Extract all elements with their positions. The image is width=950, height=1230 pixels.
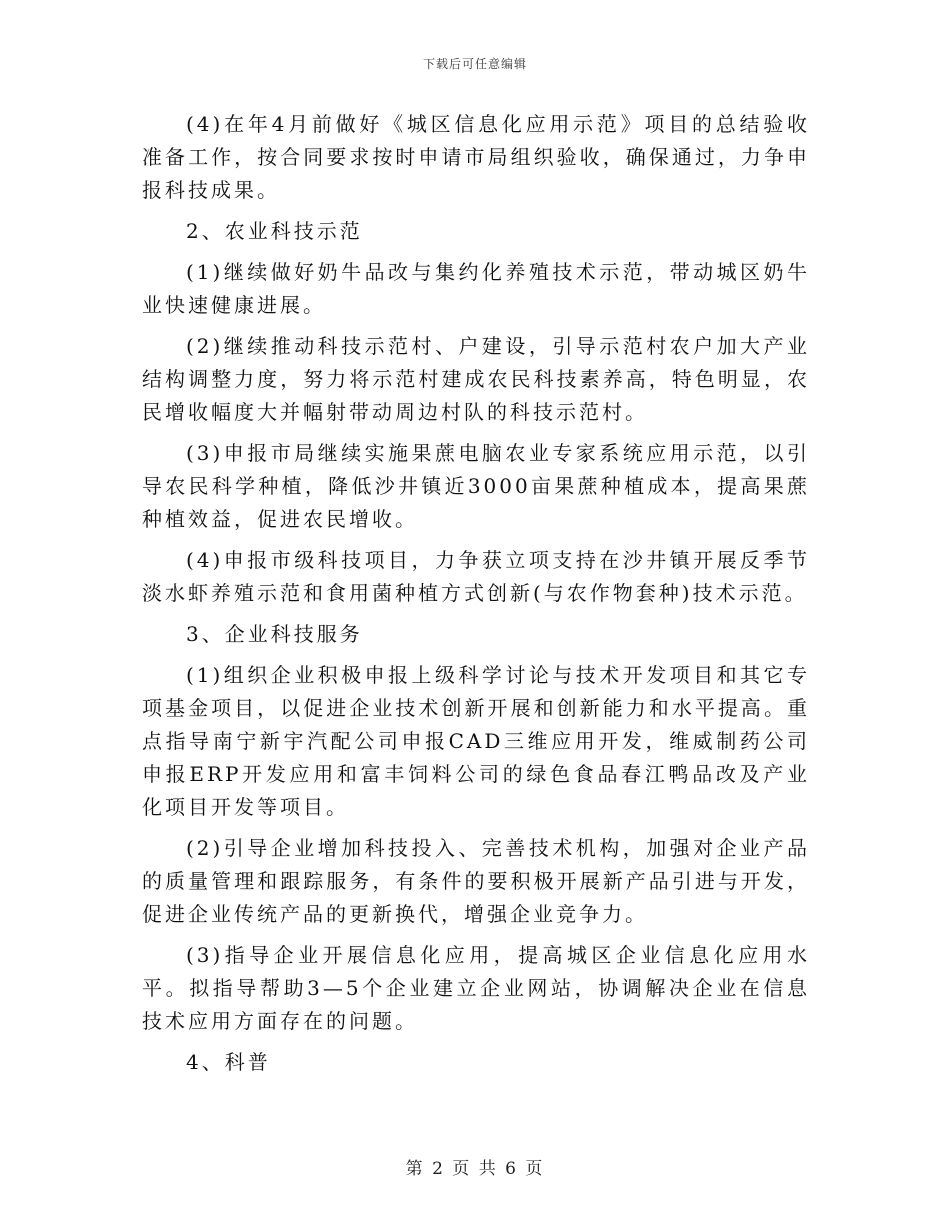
paragraph-shrimp: (4)申报市级科技项目，力争获立项支持在沙井镇开展反季节淡水虾养殖示范和食用菌种植方式创新(与农作物套种)技术示范。 (142, 548, 810, 605)
section-heading-science-popularization: 4、科普 (186, 1050, 271, 1074)
paragraph-dairy: (1)继续做好奶牛品改与集约化养殖技术示范，带动城区奶牛业快速健康进展。 (142, 260, 810, 317)
paragraph-agri-item-4-prev: (4)在年4月前做好《城区信息化应用示范》项目的总结验收准备工作，按合同要求按时申请市局组织验收，确保通过，力争申报科技成果。 (142, 112, 810, 202)
paragraph-demo-village: (2)继续推动科技示范村、户建设，引导示范村农户加大产业结构调整力度，努力将示范村建成农民科技素养高，特色明显，农民增收幅度大并幅射带动周边村队的科技示范村。 (142, 334, 810, 424)
document-body (142, 108, 810, 1087)
page-header: 下载后可任意编辑 (422, 57, 527, 71)
paragraph-enterprise-informatization: (3)指导企业开展信息化应用，提高城区企业信息化应用水平。拟指导帮助3—5个企业建立企业网站，协调解决企业在信息技术应用方面存在的问题。 (142, 943, 810, 1033)
section-heading-enterprise: 3、企业科技服务 (186, 622, 363, 646)
section-heading-agriculture: 2、农业科技示范 (186, 219, 363, 243)
paragraph-enterprise-investment: (2)引导企业增加科技投入、完善技术机构，加强对企业产品的质量管理和跟踪服务，有条件的要积极开展新产品引进与开发，促进企业传统产品的更新换代，增强企业竞争力。 (142, 836, 810, 926)
paragraph-sugarcane: (3)申报市局继续实施果蔗电脑农业专家系统应用示范，以引导农民科学种植，降低沙井镇近3000亩果蔗种植成本，提高果蔗种植效益，促进农民增收。 (142, 441, 810, 531)
paragraph-enterprise-projects: (1)组织企业积极申报上级科学讨论与技术开发项目和其它专项基金项目，以促进企业技术创新开展和创新能力和水平提高。重点指导南宁新宇汽配公司申报CAD三维应用开发，维威制药公司申报ERP开发应用和富丰饲料公司的绿色食品春江鸭品改及产业化项目开发等项目。 (142, 663, 810, 819)
page-number: 第 2 页 共 6 页 (405, 1159, 545, 1179)
